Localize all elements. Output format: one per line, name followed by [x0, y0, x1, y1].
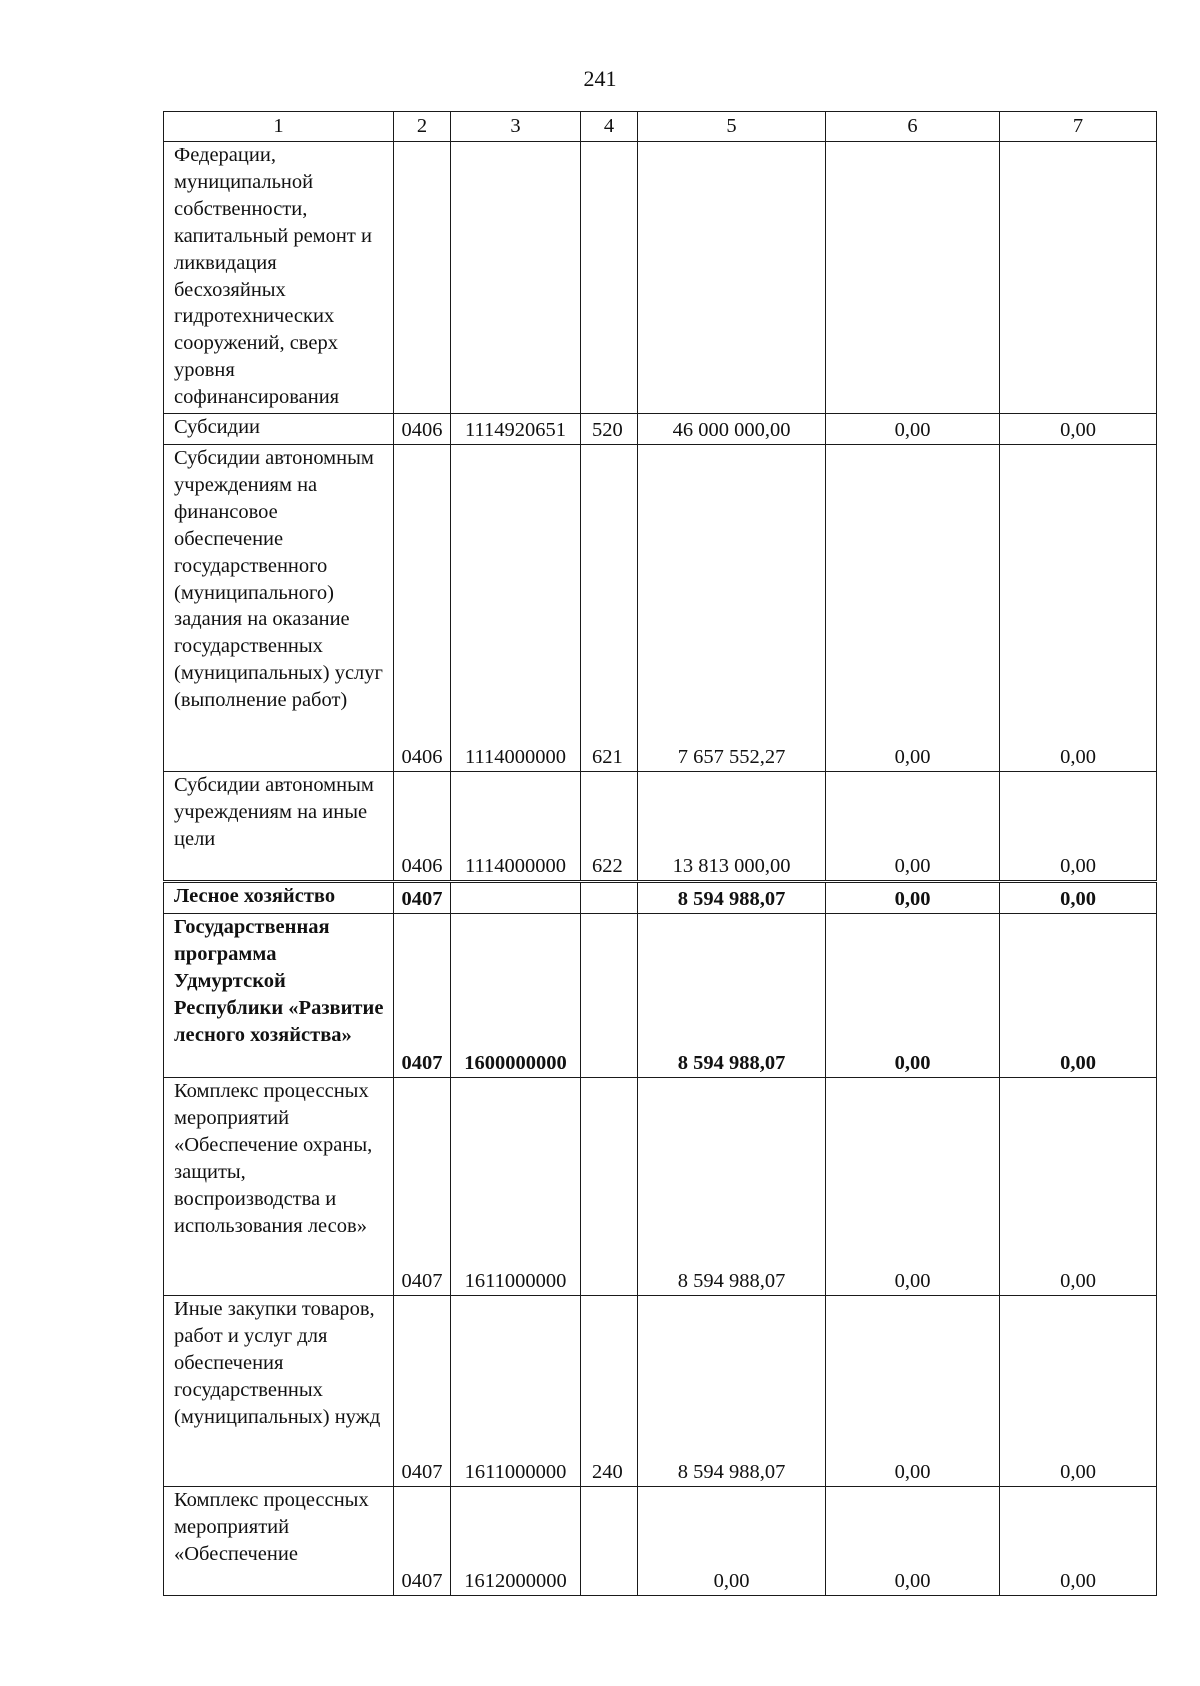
amount-cell: 0,00 — [1000, 1296, 1157, 1487]
table-row — [164, 414, 1157, 445]
row-name-cell: Субсидии автономным учреждениям на финансовое обеспечение государственного (муниципального) задания на оказание государственных (муниципальных) услуг (выполнение работ) — [164, 445, 394, 772]
amount-cell: 0,00 — [1000, 414, 1157, 445]
table-row — [164, 445, 1157, 772]
section-cell: 0407 — [394, 882, 451, 914]
amount-cell: 8 594 988,07 — [638, 914, 826, 1078]
section-cell: 0406 — [394, 772, 451, 882]
row-name-cell: Государственная программа Удмуртской Республики «Развитие лесного хозяйства» — [164, 914, 394, 1078]
expense-type-cell: 240 — [581, 1296, 638, 1487]
row-name-cell: Комплекс процессных мероприятий «Обеспечение охраны, защиты, воспроизводства и использования лесов» — [164, 1078, 394, 1296]
row-name-cell: Комплекс процессных мероприятий «Обеспечение — [164, 1487, 394, 1596]
target-article-cell: 1612000000 — [451, 1487, 581, 1596]
amount-cell: 0,00 — [1000, 1078, 1157, 1296]
header-cell: 3 — [451, 112, 581, 142]
amount-cell: 0,00 — [826, 914, 1000, 1078]
amount-cell: 0,00 — [1000, 772, 1157, 882]
amount-cell: 46 000 000,00 — [638, 414, 826, 445]
table-header-row — [164, 112, 1157, 142]
table-row — [164, 1078, 1157, 1296]
header-cell: 5 — [638, 112, 826, 142]
row-name-cell: Лесное хозяйство — [164, 882, 394, 914]
section-cell: 0407 — [394, 1078, 451, 1296]
budget-table — [163, 111, 1157, 1596]
amount-cell: 0,00 — [1000, 882, 1157, 914]
table-row — [164, 882, 1157, 914]
amount-cell: 8 594 988,07 — [638, 1078, 826, 1296]
expense-type-cell — [581, 914, 638, 1078]
target-article-cell — [451, 142, 581, 414]
amount-cell: 8 594 988,07 — [638, 882, 826, 914]
section-cell — [394, 142, 451, 414]
table-row — [164, 772, 1157, 882]
expense-type-cell — [581, 142, 638, 414]
expense-type-cell — [581, 1487, 638, 1596]
expense-type-cell — [581, 1078, 638, 1296]
target-article-cell: 1611000000 — [451, 1078, 581, 1296]
amount-cell: 13 813 000,00 — [638, 772, 826, 882]
row-name-cell: Иные закупки товаров, работ и услуг для обеспечения государственных (муниципальных) нужд — [164, 1296, 394, 1487]
target-article-cell — [451, 882, 581, 914]
section-cell: 0406 — [394, 445, 451, 772]
row-name-cell: Субсидии — [164, 414, 394, 445]
amount-cell — [826, 142, 1000, 414]
amount-cell: 0,00 — [826, 882, 1000, 914]
section-cell: 0407 — [394, 914, 451, 1078]
page-number: 241 — [583, 66, 617, 91]
amount-cell: 0,00 — [638, 1487, 826, 1596]
target-article-cell: 1611000000 — [451, 1296, 581, 1487]
amount-cell: 0,00 — [1000, 1487, 1157, 1596]
row-name-cell: Субсидии автономным учреждениям на иные цели — [164, 772, 394, 882]
expense-type-cell — [581, 882, 638, 914]
table-row — [164, 142, 1157, 414]
header-cell: 4 — [581, 112, 638, 142]
amount-cell: 0,00 — [826, 1296, 1000, 1487]
header-cell: 2 — [394, 112, 451, 142]
amount-cell: 0,00 — [826, 445, 1000, 772]
target-article-cell: 1114920651 — [451, 414, 581, 445]
amount-cell: 0,00 — [1000, 914, 1157, 1078]
expense-type-cell: 520 — [581, 414, 638, 445]
table-row — [164, 1487, 1157, 1596]
amount-cell — [638, 142, 826, 414]
expense-type-cell: 622 — [581, 772, 638, 882]
section-cell: 0406 — [394, 414, 451, 445]
table-row — [164, 1296, 1157, 1487]
amount-cell: 0,00 — [826, 414, 1000, 445]
amount-cell: 8 594 988,07 — [638, 1296, 826, 1487]
expense-type-cell: 621 — [581, 445, 638, 772]
header-cell: 1 — [164, 112, 394, 142]
header-cell: 6 — [826, 112, 1000, 142]
row-name-cell: Федерации, муниципальной собственности, капитальный ремонт и ликвидация бесхозяйных гидротехнических сооружений, сверх уровня софинансирования — [164, 142, 394, 414]
amount-cell: 0,00 — [826, 1078, 1000, 1296]
section-cell: 0407 — [394, 1296, 451, 1487]
amount-cell: 0,00 — [826, 772, 1000, 882]
table-row — [164, 914, 1157, 1078]
amount-cell — [1000, 142, 1157, 414]
amount-cell: 7 657 552,27 — [638, 445, 826, 772]
target-article-cell: 1600000000 — [451, 914, 581, 1078]
amount-cell: 0,00 — [1000, 445, 1157, 772]
target-article-cell: 1114000000 — [451, 445, 581, 772]
header-cell: 7 — [1000, 112, 1157, 142]
amount-cell: 0,00 — [826, 1487, 1000, 1596]
section-cell: 0407 — [394, 1487, 451, 1596]
target-article-cell: 1114000000 — [451, 772, 581, 882]
